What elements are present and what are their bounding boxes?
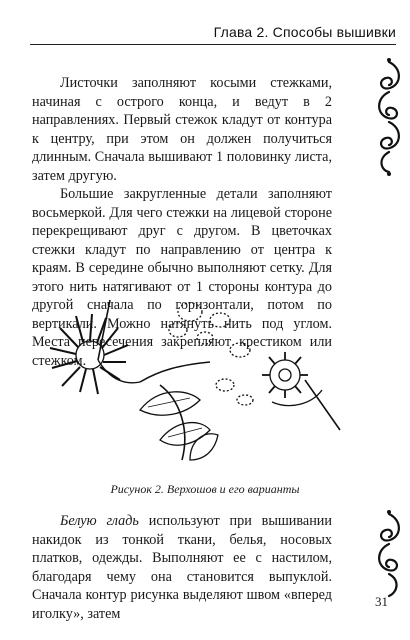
paragraph-body: используют при вышивании накидок из тонкой ткани, белья, носовых платков, одежды. Выполняют ее с настилом, благодаря чему она становится выпуклой. Сначала контур рисунка выделяют швом «вперед иголку», затем xyxy=(32,513,332,622)
emphasized-term: Белую гладь xyxy=(60,513,139,529)
paragraph xyxy=(32,512,332,623)
figure-caption: Рисунок 2. Верхошов и его варианты xyxy=(110,482,300,496)
header-rule xyxy=(30,44,396,45)
scroll-ornament-icon xyxy=(372,58,406,176)
page-number: 31 xyxy=(375,594,388,609)
chapter-title: Глава 2. Способы вышивки xyxy=(213,24,396,40)
dotted-petals xyxy=(169,303,250,357)
scroll-ornament-icon xyxy=(372,510,406,600)
small-flower-illustration xyxy=(262,352,340,430)
embroidery-illustration xyxy=(40,290,360,465)
paragraph: Большие закругленные детали заполняют восьмеркой. Для чего стежки на лицевой стороне перекрещивают друг с другом. В цветочках стежки кладут по направлению от центра к краям. В середине обычно выполняют сетку. Для этого нить натягивают от 1 стороны контура до другой сначала по горизонтали, потом по вертикали. Можно натянуть нить под углом. Места пересечения закрепляют крестиком или стежком. xyxy=(32,186,332,369)
paragraph: Листочки заполняют косыми стежками, начиная с острого конца, и ведут в 2 направлениях. Первый стежок кладут от контура к центру, при этом он должен получиться длинным. Сначала вышивают 1 половинку листа, затем другую. xyxy=(32,75,332,184)
flower-illustration xyxy=(50,300,140,394)
continuation-text xyxy=(32,512,332,623)
leaf-illustration xyxy=(140,379,253,460)
running-header xyxy=(30,14,396,54)
